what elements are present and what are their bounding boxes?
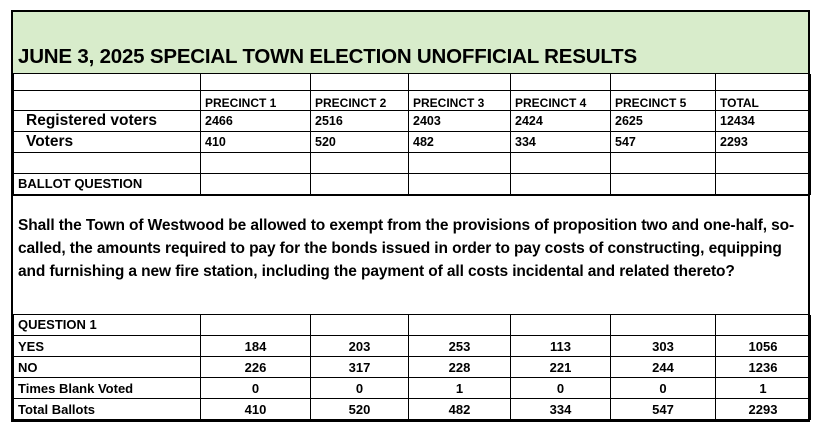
voters-p5: 547	[611, 131, 716, 152]
yes-p2: 203	[311, 336, 409, 357]
registered-p1: 2466	[201, 110, 311, 131]
no-label: NO	[14, 357, 201, 378]
header-total: TOTAL	[716, 90, 811, 110]
no-p4: 221	[511, 357, 611, 378]
total-ballots-label: Total Ballots	[14, 399, 201, 420]
registered-p3: 2403	[409, 110, 511, 131]
voters-total: 2293	[716, 131, 811, 152]
header-row	[14, 90, 811, 110]
voters-p2: 520	[311, 131, 409, 152]
voters-p1: 410	[201, 131, 311, 152]
registered-total: 12434	[716, 110, 811, 131]
yes-p1: 184	[201, 336, 311, 357]
yes-total: 1056	[716, 336, 811, 357]
registered-p2: 2516	[311, 110, 409, 131]
blank-p5: 0	[611, 378, 716, 399]
voters-p4: 334	[511, 131, 611, 152]
header-blank	[14, 90, 201, 110]
title-bar	[13, 12, 808, 74]
page-title: JUNE 3, 2025 SPECIAL TOWN ELECTION UNOFFICIAL RESULTS	[18, 45, 637, 68]
blank-total: 1	[716, 378, 811, 399]
ballot-question-text: Shall the Town of Westwood be allowed to exempt from the provisions of proposition two and one-half, so-called, the amounts required to pay for the bonds issued in order to pay costs of constructing, equipping and furnishing a new fire station, including the payment of all costs incidental and related thereto?	[13, 195, 808, 315]
table-row	[14, 336, 811, 357]
total-ballots-total: 2293	[716, 399, 811, 420]
yes-p5: 303	[611, 336, 716, 357]
yes-label: YES	[14, 336, 201, 357]
spacer-row	[14, 74, 811, 90]
question-number-row	[14, 315, 811, 336]
voters-label: Voters	[14, 131, 201, 152]
ballot-question-label: BALLOT QUESTION	[14, 173, 201, 194]
results-table	[13, 315, 811, 421]
blank-p2: 0	[311, 378, 409, 399]
header-precinct-1: PRECINCT 1	[201, 90, 311, 110]
blank-p4: 0	[511, 378, 611, 399]
table-row	[14, 378, 811, 399]
header-precinct-4: PRECINCT 4	[511, 90, 611, 110]
registered-voters-label: Registered voters	[14, 110, 201, 131]
no-p5: 244	[611, 357, 716, 378]
no-p3: 228	[409, 357, 511, 378]
table-row	[14, 357, 811, 378]
no-p2: 317	[311, 357, 409, 378]
blank-voted-label: Times Blank Voted	[14, 378, 201, 399]
total-ballots-p5: 547	[611, 399, 716, 420]
voter-table	[13, 74, 811, 195]
yes-p3: 253	[409, 336, 511, 357]
no-total: 1236	[716, 357, 811, 378]
header-precinct-5: PRECINCT 5	[611, 90, 716, 110]
results-sheet	[11, 10, 810, 422]
registered-voters-row	[14, 110, 811, 131]
yes-p4: 113	[511, 336, 611, 357]
blank-row	[14, 152, 811, 173]
ballot-question-row	[14, 173, 811, 194]
total-ballots-p1: 410	[201, 399, 311, 420]
table-row	[14, 399, 811, 420]
no-p1: 226	[201, 357, 311, 378]
voters-row	[14, 131, 811, 152]
question-number-label: QUESTION 1	[14, 315, 201, 336]
registered-p5: 2625	[611, 110, 716, 131]
total-ballots-p4: 334	[511, 399, 611, 420]
total-ballots-p2: 520	[311, 399, 409, 420]
header-precinct-2: PRECINCT 2	[311, 90, 409, 110]
voters-p3: 482	[409, 131, 511, 152]
registered-p4: 2424	[511, 110, 611, 131]
header-precinct-3: PRECINCT 3	[409, 90, 511, 110]
total-ballots-p3: 482	[409, 399, 511, 420]
blank-p1: 0	[201, 378, 311, 399]
blank-p3: 1	[409, 378, 511, 399]
